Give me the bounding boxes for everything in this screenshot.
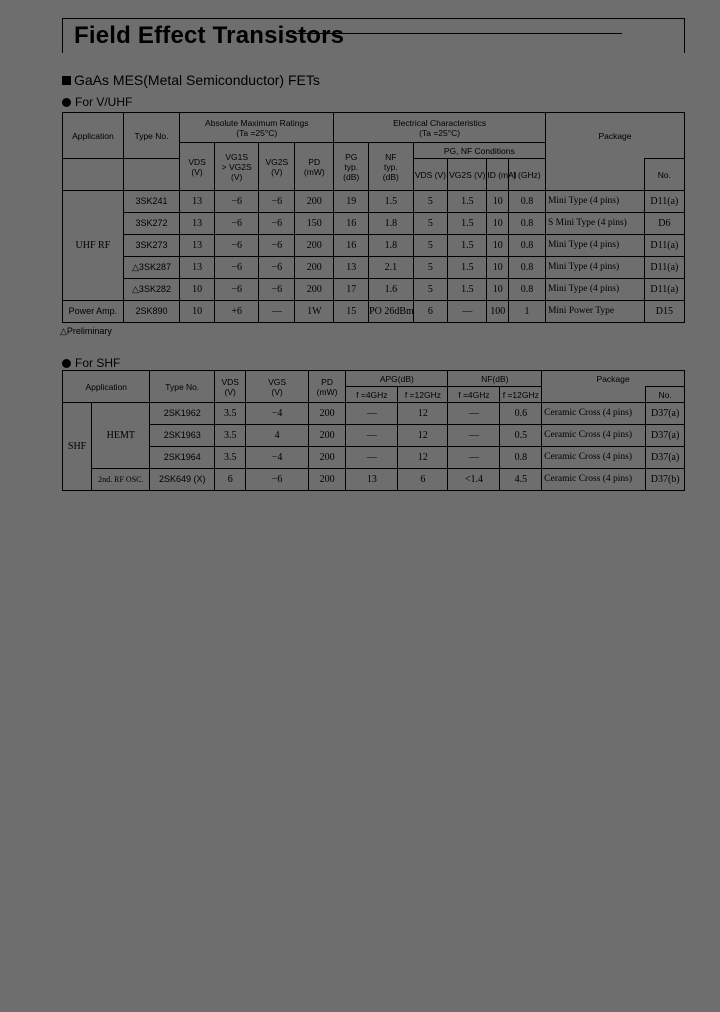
col-nf xyxy=(369,143,414,191)
pd-cell: 200 xyxy=(295,279,334,301)
col-apg-12ghz: f =12GHz xyxy=(398,387,448,403)
cond-f-cell: 1 xyxy=(509,301,546,323)
vds-cell: 13 xyxy=(180,235,215,257)
nf-12ghz-cell: 4.5 xyxy=(500,469,542,491)
nf-sub: typ. xyxy=(383,161,398,172)
shf-heading-text: For SHF xyxy=(75,356,121,370)
table-row xyxy=(63,213,685,235)
vg1s-cell: −6 xyxy=(214,213,259,235)
cond-vg2s-cell: 1.5 xyxy=(448,213,487,235)
vg2s-label: VG2S xyxy=(265,156,289,167)
col-apg: APG(dB) xyxy=(346,371,448,387)
cond-f-cell: 0.8 xyxy=(509,257,546,279)
square-bullet-icon xyxy=(62,76,71,85)
type-no-cell: 3SK272 xyxy=(123,213,179,235)
col-cond-id: ID (mA) xyxy=(487,159,509,191)
vuhf-table xyxy=(62,112,685,323)
nf-4ghz-cell: — xyxy=(448,425,500,447)
cond-vg2s-cell: — xyxy=(448,301,487,323)
nf-12ghz-cell: 0.5 xyxy=(500,425,542,447)
pd-cell: 200 xyxy=(295,235,334,257)
shf-table xyxy=(62,370,685,491)
type-no-cell: 2SK1962 xyxy=(150,403,215,425)
type-no-cell: 2SK1964 xyxy=(150,447,215,469)
col-cond-vg2s: VG2S (V) xyxy=(448,159,487,191)
cond-vg2s-cell: 1.5 xyxy=(448,235,487,257)
vg2s-cell: −6 xyxy=(259,213,295,235)
elec-cond: (Ta =25°C) xyxy=(419,127,461,138)
section-heading-text: GaAs MES(Metal Semiconductor) FETs xyxy=(74,72,320,88)
pd-cell: 200 xyxy=(308,447,346,469)
title-frame-right-rule xyxy=(684,19,685,53)
package-cell: Mini Type (4 pins) xyxy=(545,235,644,257)
vuhf-header-row-1 xyxy=(63,113,685,143)
package-cell: Mini Type (4 pins) xyxy=(545,191,644,213)
pkg-no-cell: D11(a) xyxy=(644,191,684,213)
cond-vg2s-cell: 1.5 xyxy=(448,257,487,279)
col-nf: NF(dB) xyxy=(448,371,542,387)
shf-header-row-1 xyxy=(63,371,685,387)
type-no-cell: 3SK241 xyxy=(123,191,179,213)
apg-12ghz-cell: 12 xyxy=(398,403,448,425)
col-vds xyxy=(215,371,246,403)
type-no-cell: △3SK287 xyxy=(123,257,179,279)
package-cell: Ceramic Cross (4 pins) xyxy=(542,425,646,447)
package-cell: Mini Power Type xyxy=(545,301,644,323)
vg2s-cell: — xyxy=(259,301,295,323)
table-row xyxy=(63,447,685,469)
section-heading xyxy=(62,72,320,88)
pd-cell: 200 xyxy=(308,403,346,425)
cond-vg2s-cell: 1.5 xyxy=(448,191,487,213)
group-cell: Power Amp. xyxy=(63,301,124,323)
col-package: Package xyxy=(542,371,685,387)
type-no-cell: 3SK273 xyxy=(123,235,179,257)
cond-f-cell: 0.8 xyxy=(509,235,546,257)
nf-label: NF xyxy=(385,151,397,162)
pd-cell: 1W xyxy=(295,301,334,323)
vg2s-cell: −6 xyxy=(259,279,295,301)
col-elec-char xyxy=(334,113,546,143)
col-cond-vds: VDS (V) xyxy=(413,159,448,191)
nf-12ghz-cell: 0.6 xyxy=(500,403,542,425)
cond-id-cell: 10 xyxy=(487,279,509,301)
circle-bullet-icon xyxy=(62,98,71,107)
col-type-no: Type No. xyxy=(150,371,215,403)
pkg-no-cell: D37(a) xyxy=(646,425,685,447)
col-vg1s xyxy=(214,143,259,191)
pd-unit: (mW) xyxy=(316,386,338,397)
cond-id-cell: 10 xyxy=(487,235,509,257)
type-no-cell: △3SK282 xyxy=(123,279,179,301)
vg1s-sub: > VG2S xyxy=(221,161,252,172)
vds-cell: 10 xyxy=(180,301,215,323)
vds-cell: 3.5 xyxy=(215,447,246,469)
col-vg2s xyxy=(259,143,295,191)
col-cond-f: f (GHz) xyxy=(509,159,546,191)
vds-label: VDS xyxy=(221,376,239,387)
pd-cell: 200 xyxy=(295,257,334,279)
nf-4ghz-cell: — xyxy=(448,447,500,469)
pd-cell: 150 xyxy=(295,213,334,235)
table-row xyxy=(63,257,685,279)
cond-vds-cell: 6 xyxy=(413,301,448,323)
pkg-no-cell: D6 xyxy=(644,213,684,235)
cond-id-cell: 10 xyxy=(487,191,509,213)
pg-cell: 17 xyxy=(334,279,369,301)
cond-vds-cell: 5 xyxy=(413,191,448,213)
apg-4ghz-cell: — xyxy=(346,403,398,425)
col-apg-4ghz: f =4GHz xyxy=(346,387,398,403)
vgs-cell: −4 xyxy=(246,403,309,425)
vgs-cell: −4 xyxy=(246,447,309,469)
nf-4ghz-cell: <1.4 xyxy=(448,469,500,491)
nf-4ghz-cell: — xyxy=(448,403,500,425)
col-application: Application xyxy=(63,371,150,403)
vds-cell: 13 xyxy=(180,257,215,279)
vds-cell: 13 xyxy=(180,213,215,235)
pg-cell: 16 xyxy=(334,213,369,235)
vg2s-unit: (V) xyxy=(271,166,283,177)
pd-label: PD xyxy=(308,156,321,167)
col-package: Package xyxy=(545,113,684,159)
table-row xyxy=(63,191,685,213)
abs-max-label: Absolute Maximum Ratings xyxy=(205,117,309,128)
table-row xyxy=(63,403,685,425)
pg-sub: typ. xyxy=(344,161,359,172)
col-pkg-no: No. xyxy=(646,387,685,403)
vg2s-cell: −6 xyxy=(259,191,295,213)
nf-unit: (dB) xyxy=(382,171,399,182)
table-row xyxy=(63,469,685,491)
vg1s-unit: (V) xyxy=(231,171,243,182)
vg1s-cell: −6 xyxy=(214,279,259,301)
vgs-cell: 4 xyxy=(246,425,309,447)
app-hemt-cell: HEMT xyxy=(92,403,150,469)
col-pd xyxy=(295,143,334,191)
package-cell: Ceramic Cross (4 pins) xyxy=(542,469,646,491)
cond-f-cell: 0.8 xyxy=(509,191,546,213)
apg-12ghz-cell: 12 xyxy=(398,447,448,469)
cond-vds-cell: 5 xyxy=(413,257,448,279)
vuhf-heading-text: For V/UHF xyxy=(75,95,133,109)
pg-cell: 19 xyxy=(334,191,369,213)
package-cell: Mini Type (4 pins) xyxy=(545,257,644,279)
vds-label: VDS xyxy=(188,156,206,167)
vds-cell: 6 xyxy=(215,469,246,491)
vds-cell: 13 xyxy=(180,191,215,213)
vg1s-label: VG1S xyxy=(225,151,249,162)
abs-max-cond: (Ta =25°C) xyxy=(236,127,278,138)
vds-unit: (V) xyxy=(191,166,203,177)
apg-4ghz-cell: 13 xyxy=(346,469,398,491)
pd-cell: 200 xyxy=(295,191,334,213)
vg2s-cell: −6 xyxy=(259,235,295,257)
col-nf-12ghz: f =12GHz xyxy=(500,387,542,403)
table-row xyxy=(63,235,685,257)
nf-12ghz-cell: 0.8 xyxy=(500,447,542,469)
package-cell: Ceramic Cross (4 pins) xyxy=(542,403,646,425)
vg1s-cell: −6 xyxy=(214,191,259,213)
app-osc-cell: 2nd. RF OSC. xyxy=(92,469,150,491)
pkg-no-cell: D15 xyxy=(644,301,684,323)
group-cell: UHF RF xyxy=(63,191,124,301)
cond-vds-cell: 5 xyxy=(413,279,448,301)
pkg-no-cell: D11(a) xyxy=(644,279,684,301)
vgs-cell: −6 xyxy=(246,469,309,491)
nf-cell: 1.8 xyxy=(369,213,414,235)
pkg-no-cell: D37(a) xyxy=(646,447,685,469)
col-pd xyxy=(308,371,346,403)
nf-cell: 1.8 xyxy=(369,235,414,257)
vds-cell: 10 xyxy=(180,279,215,301)
col-vds xyxy=(180,143,215,191)
nf-cell: PO 26dBm xyxy=(369,301,414,323)
col-pg xyxy=(334,143,369,191)
pg-cell: 16 xyxy=(334,235,369,257)
col-vgs xyxy=(246,371,309,403)
apg-12ghz-cell: 12 xyxy=(398,425,448,447)
type-no-cell: 2SK890 xyxy=(123,301,179,323)
cond-id-cell: 10 xyxy=(487,213,509,235)
nf-cell: 1.6 xyxy=(369,279,414,301)
table-row xyxy=(63,279,685,301)
col-application-cont xyxy=(63,159,124,191)
vds-unit: (V) xyxy=(224,386,236,397)
cond-f-cell: 0.8 xyxy=(509,213,546,235)
pkg-no-cell: D37(a) xyxy=(646,403,685,425)
cond-id-cell: 10 xyxy=(487,257,509,279)
package-cell: Mini Type (4 pins) xyxy=(545,279,644,301)
package-cell: Ceramic Cross (4 pins) xyxy=(542,447,646,469)
col-type-no: Type No. xyxy=(123,113,179,159)
col-nf-4ghz: f =4GHz xyxy=(448,387,500,403)
table-row xyxy=(63,301,685,323)
package-cell: S Mini Type (4 pins) xyxy=(545,213,644,235)
type-no-cell: 2SK649 (X) xyxy=(150,469,215,491)
nf-cell: 2.1 xyxy=(369,257,414,279)
preliminary-note: △Preliminary xyxy=(60,326,112,336)
circle-bullet-icon xyxy=(62,359,71,368)
vg1s-cell: +6 xyxy=(214,301,259,323)
cond-vds-cell: 5 xyxy=(413,235,448,257)
elec-label: Electrical Characteristics xyxy=(393,117,487,128)
table-row xyxy=(63,425,685,447)
apg-4ghz-cell: — xyxy=(346,425,398,447)
pkg-no-cell: D37(b) xyxy=(646,469,685,491)
vg1s-cell: −6 xyxy=(214,257,259,279)
vuhf-heading xyxy=(62,95,132,109)
app-shf-cell: SHF xyxy=(63,403,92,491)
pg-label: PG xyxy=(345,151,358,162)
vds-cell: 3.5 xyxy=(215,403,246,425)
type-no-cell: 2SK1963 xyxy=(150,425,215,447)
vg1s-cell: −6 xyxy=(214,235,259,257)
vgs-unit: (V) xyxy=(271,386,283,397)
cond-vg2s-cell: 1.5 xyxy=(448,279,487,301)
apg-12ghz-cell: 6 xyxy=(398,469,448,491)
col-abs-max xyxy=(180,113,334,143)
pd-cell: 200 xyxy=(308,469,346,491)
vds-cell: 3.5 xyxy=(215,425,246,447)
pd-unit: (mW) xyxy=(303,166,325,177)
col-application: Application xyxy=(63,113,124,159)
shf-heading xyxy=(62,356,120,370)
col-pgnf-cond: PG, NF Conditions xyxy=(413,143,545,159)
vg2s-cell: −6 xyxy=(259,257,295,279)
cond-f-cell: 0.8 xyxy=(509,279,546,301)
pg-cell: 13 xyxy=(334,257,369,279)
page-title: Field Effect Transistors xyxy=(74,22,345,49)
nf-cell: 1.5 xyxy=(369,191,414,213)
pg-unit: (dB) xyxy=(343,171,360,182)
col-pkg-no: No. xyxy=(644,159,684,191)
pkg-no-cell: D11(a) xyxy=(644,257,684,279)
pg-cell: 15 xyxy=(334,301,369,323)
vgs-label: VGS xyxy=(268,376,287,387)
pd-cell: 200 xyxy=(308,425,346,447)
col-package-cont xyxy=(542,387,646,403)
apg-4ghz-cell: — xyxy=(346,447,398,469)
cond-vds-cell: 5 xyxy=(413,213,448,235)
pkg-no-cell: D11(a) xyxy=(644,235,684,257)
col-package-cont xyxy=(545,159,644,191)
pd-label: PD xyxy=(321,376,333,387)
cond-id-cell: 100 xyxy=(487,301,509,323)
col-type-no-cont xyxy=(123,159,179,191)
